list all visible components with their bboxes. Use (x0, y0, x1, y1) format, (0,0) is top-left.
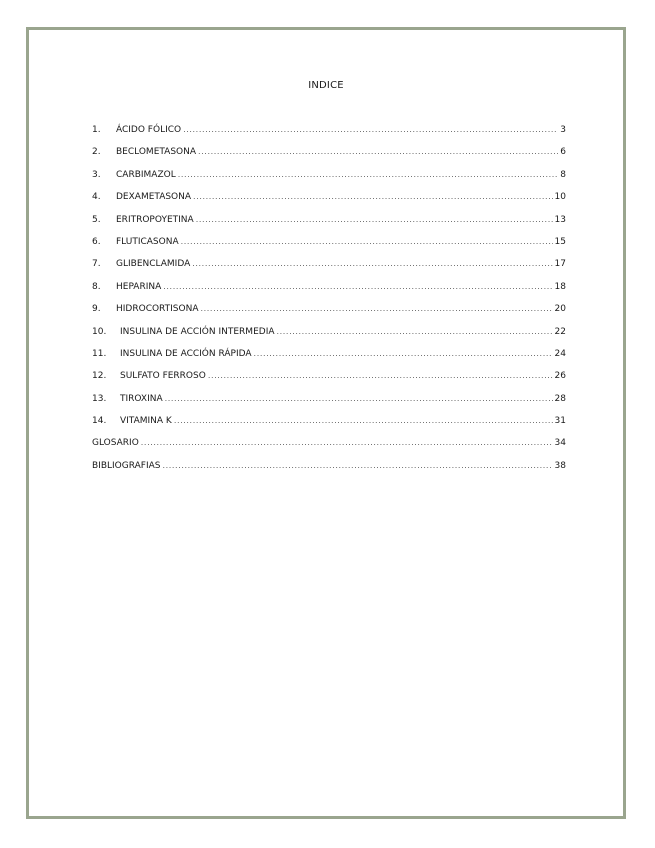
toc-entry-number: 3. (92, 169, 101, 180)
toc-entry[interactable] (92, 304, 566, 326)
toc-leader-dots (183, 125, 558, 135)
toc-entry-page: 24 (554, 348, 566, 359)
toc-entry-label: TIROXINA (120, 393, 163, 404)
toc-entry-label: HEPARINA (116, 281, 162, 292)
toc-entry[interactable] (92, 461, 566, 483)
toc-entry[interactable] (92, 394, 566, 416)
toc-entry-number: 4. (92, 192, 101, 203)
toc-entry-label: ÁCIDO FÓLICO (116, 125, 182, 135)
toc-entry-number: 1. (92, 125, 101, 135)
toc-leader-dots (192, 259, 552, 269)
toc-entry-number: 9. (92, 304, 101, 315)
toc-entry-page: 22 (554, 326, 566, 337)
toc-entry-label: ERITROPOYETINA (116, 214, 194, 225)
toc-entry-label: BECLOMETASONA (116, 147, 197, 158)
toc-entry[interactable] (92, 327, 566, 349)
toc-leader-dots (254, 349, 553, 359)
toc-entry[interactable] (92, 259, 566, 281)
toc-entry-label: DEXAMETASONA (116, 192, 192, 203)
toc-leader-dots (181, 237, 553, 247)
toc-entry-label: INSULINA DE ACCIÓN INTERMEDIA (120, 326, 275, 337)
toc-entry-number: 2. (92, 147, 101, 158)
toc-entry-page: 38 (554, 460, 566, 471)
toc-entry[interactable] (92, 371, 566, 393)
toc-entry[interactable] (92, 349, 566, 371)
toc-leader-dots (178, 170, 559, 180)
toc-entry[interactable] (92, 192, 566, 214)
toc-entry-number: 10. (92, 326, 107, 337)
toc-leader-dots (208, 371, 553, 381)
toc-entry[interactable] (92, 215, 566, 237)
toc-entry-page: 20 (554, 304, 566, 315)
toc-entry-page: 13 (554, 214, 566, 225)
toc-entry-label: HIDROCORTISONA (116, 304, 199, 315)
toc-entry[interactable] (92, 237, 566, 259)
toc-entry-label: SULFATO FERROSO (120, 371, 206, 382)
toc-leader-dots (193, 192, 553, 202)
toc-leader-dots (162, 461, 552, 471)
toc-entry[interactable] (92, 170, 566, 192)
toc-leader-dots (165, 394, 553, 404)
toc-entry[interactable] (92, 282, 566, 304)
toc-entry-number: 5. (92, 214, 101, 225)
document-page (26, 27, 626, 819)
toc-entry-page: 34 (554, 438, 566, 449)
toc-leader-dots (163, 282, 552, 292)
toc-leader-dots (196, 215, 553, 225)
toc-leader-dots (141, 438, 553, 448)
toc-entry-page: 26 (554, 371, 566, 382)
toc-entry-number: 13. (92, 393, 107, 404)
toc-entry[interactable] (92, 416, 566, 438)
toc-leader-dots (277, 327, 553, 337)
toc-entry-number: 11. (92, 348, 107, 359)
toc-entry[interactable] (92, 438, 566, 460)
toc-entry-label: GLOSARIO (92, 438, 139, 449)
toc-entry-page: 31 (554, 416, 566, 427)
toc-entry-page: 28 (554, 393, 566, 404)
page-title: INDICE (308, 80, 344, 91)
toc-entry-number: 12. (92, 371, 107, 382)
toc-entry-number: 14. (92, 416, 107, 427)
table-of-contents (92, 125, 566, 483)
toc-entry-page: 15 (554, 236, 566, 247)
toc-entry-label: CARBIMAZOL (116, 169, 176, 180)
toc-entry-page: 17 (554, 259, 566, 270)
toc-entry-label: GLIBENCLAMIDA (116, 259, 191, 270)
toc-entry-page: 6 (560, 147, 566, 158)
toc-leader-dots (201, 304, 553, 314)
toc-entry-page: 10 (554, 192, 566, 203)
toc-entry-label: VITAMINA K (120, 416, 172, 427)
toc-entry-number: 7. (92, 259, 101, 270)
toc-leader-dots (174, 416, 553, 426)
toc-entry-label: FLUTICASONA (116, 236, 179, 247)
toc-entry[interactable] (92, 125, 566, 147)
toc-entry-page: 8 (560, 169, 566, 180)
toc-entry-page: 18 (554, 281, 566, 292)
toc-leader-dots (198, 147, 558, 157)
toc-entry[interactable] (92, 147, 566, 169)
toc-entry-number: 6. (92, 236, 101, 247)
toc-entry-page: 3 (560, 125, 566, 135)
toc-entry-label: BIBLIOGRAFIAS (92, 460, 161, 471)
toc-entry-label: INSULINA DE ACCIÓN RÁPIDA (120, 348, 252, 359)
toc-entry-number: 8. (92, 281, 101, 292)
